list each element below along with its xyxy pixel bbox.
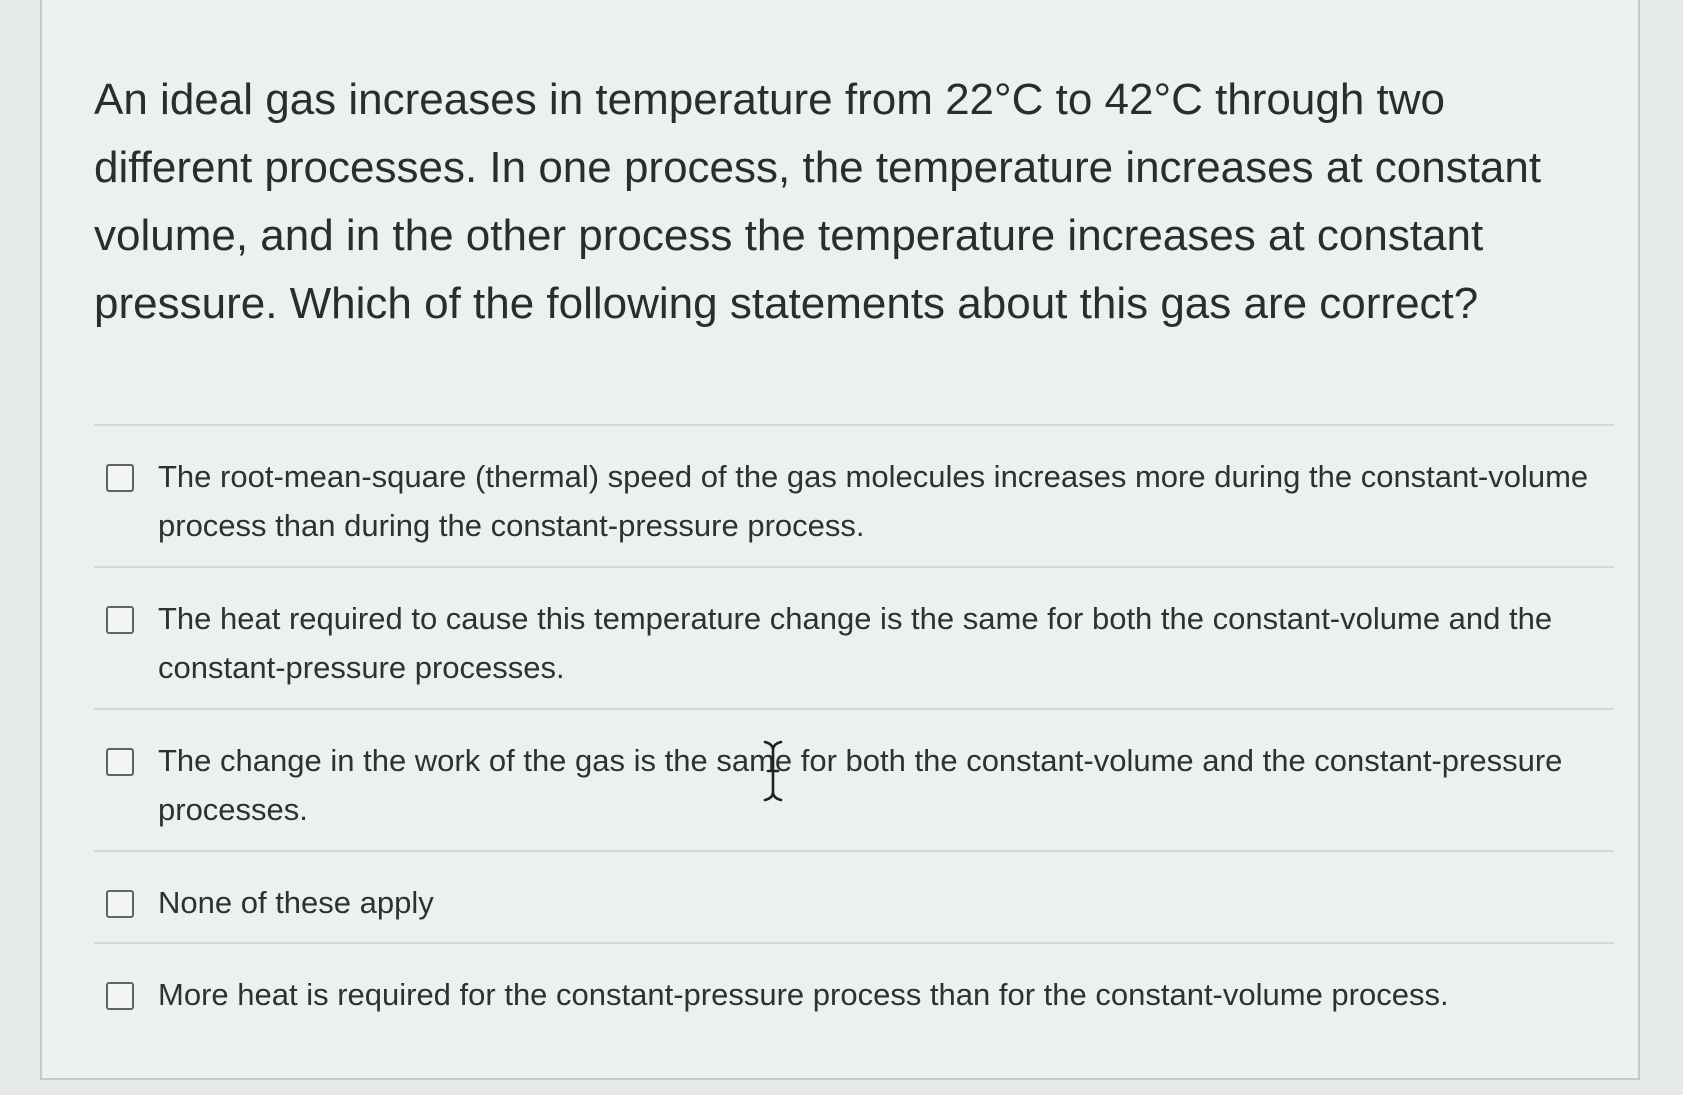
answer-option[interactable] [94,708,1614,850]
option-text[interactable]: The heat required to cause this temperature change is the same for both the constant-volume and the constant-pressure processes. [158,601,1553,685]
answer-option[interactable] [94,424,1614,566]
checkbox[interactable] [106,982,134,1010]
option-text[interactable]: More heat is required for the constant-pressure process than for the constant-volume process. [158,977,1449,1012]
option-text[interactable]: None of these apply [158,885,434,920]
checkbox[interactable] [106,890,134,918]
answer-option-label-wrapper[interactable] [94,970,1614,1019]
answer-options-list [94,424,1614,1042]
answer-option-label-wrapper[interactable] [94,878,1614,927]
answer-option[interactable] [94,942,1614,1042]
checkbox[interactable] [106,748,134,776]
text-cursor-icon [763,740,783,802]
answer-option[interactable] [94,566,1614,708]
option-text[interactable]: The root-mean-square (thermal) speed of the gas molecules increases more during the constant-volume process than during the constant-pressure process. [158,459,1589,543]
checkbox[interactable] [106,606,134,634]
option-text[interactable]: The change in the work of the gas is the same for both the constant-volume and the constant-pressure processes. [158,743,1563,827]
answer-option-label-wrapper[interactable] [94,452,1614,550]
answer-option-label-wrapper[interactable] [94,736,1614,834]
answer-option-label-wrapper[interactable] [94,594,1614,692]
question-text: An ideal gas increases in temperature from 22°C to 42°C through two different processes. In one process, the temperature increases at constant volume, and in the other process the temperature increases at constant pressure. Which of the following statements about this gas are correct? [94,75,1542,328]
answer-option[interactable] [94,850,1614,942]
checkbox[interactable] [106,464,134,492]
